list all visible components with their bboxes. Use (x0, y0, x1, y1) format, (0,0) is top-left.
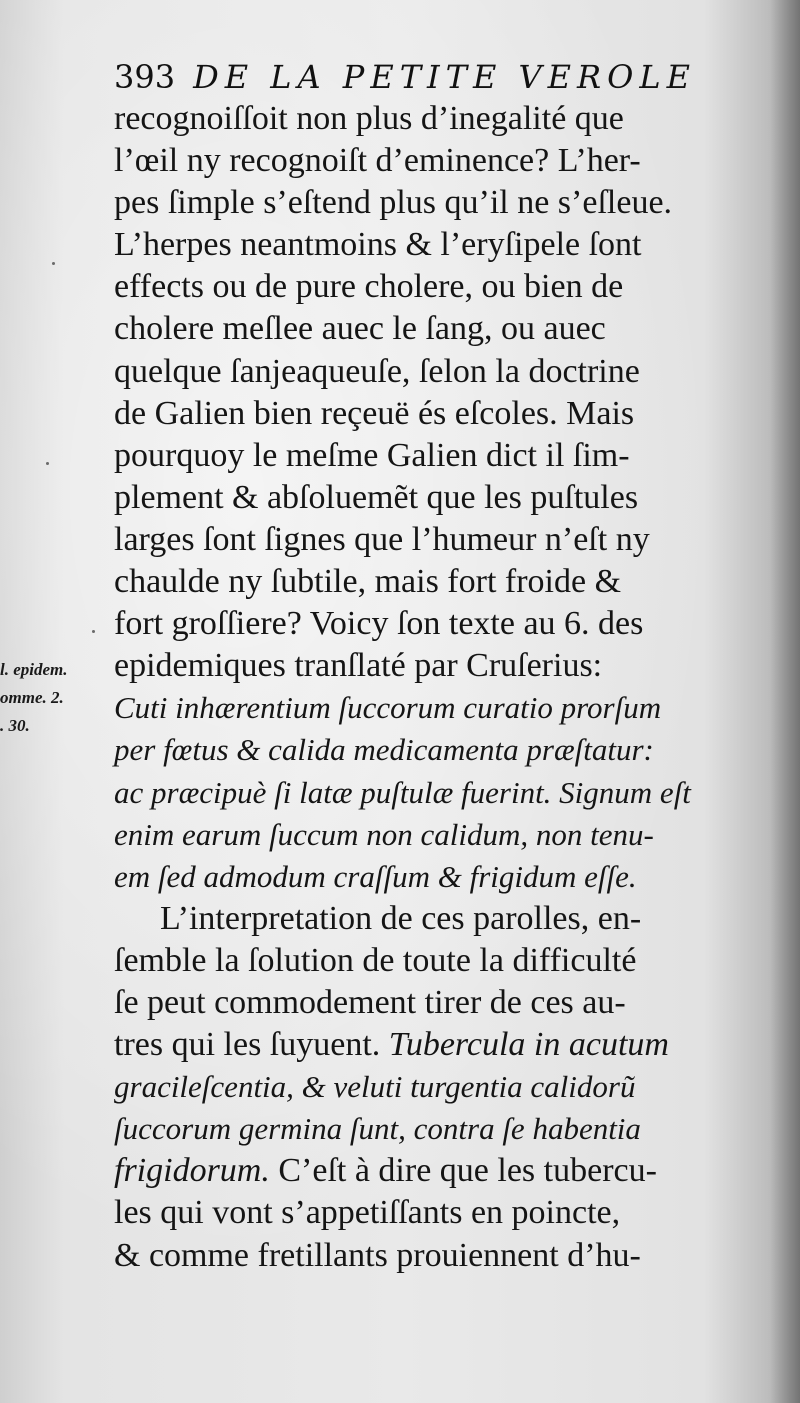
text-segment: effects ou de pure cholere, ou bien de (114, 268, 624, 306)
text-segment: em ſed admodum craſſum & frigidum eſſe. (114, 858, 637, 894)
text-segment: fort groſſiere? Voicy ſon texte au 6. des (114, 605, 644, 643)
text-line (114, 814, 734, 856)
text-segment: de Galien bien reçeuë és eſcoles. Mais (114, 394, 635, 432)
text-line (114, 645, 734, 687)
text-segment: L’herpes neantmoins & l’eryſipele ſont (114, 226, 642, 264)
text-line (114, 772, 734, 814)
text-segment: recognoiſſoit non plus d’inegalité que (114, 100, 624, 137)
text-line (114, 687, 734, 729)
paper-speck (52, 262, 55, 265)
text-segment: quelque ſanjeaqueuſe, ſelon la doctrine (114, 352, 640, 390)
text-segment: l’œil ny recognoiſt d’eminence? L’her- (114, 142, 641, 180)
text-line (114, 435, 734, 477)
text-line (114, 1024, 734, 1066)
paper-speck (46, 462, 49, 465)
text-segment: gracileſcentia, & veluti turgentia calidorũ (114, 1069, 636, 1105)
text-line (114, 393, 734, 435)
text-segment: ſuccorum germina ſunt, contra ſe habentia (114, 1111, 641, 1147)
text-line (114, 1150, 734, 1192)
text-line (114, 940, 734, 982)
text-line (114, 519, 734, 561)
paper-speck (92, 630, 95, 633)
text-segment: plement & abſoluemẽt que les puſtules (114, 478, 639, 516)
text-line (114, 1066, 734, 1108)
text-line (114, 308, 734, 350)
margin-note: omme. 2. (0, 688, 64, 707)
text-line (114, 603, 734, 645)
text-segment: frigidorum. (114, 1152, 279, 1190)
text-segment: ſemble la ſolution de toute la difficulté (114, 941, 637, 979)
text-line (114, 351, 734, 393)
text-segment: cholere meſlee auec le ſang, ou auec (114, 310, 606, 348)
text-line (114, 266, 734, 308)
running-title: DE LA PETITE VEROLE (193, 58, 696, 96)
text-line (114, 1192, 734, 1234)
text-segment: L’interpretation de ces parolles, en- (160, 899, 642, 937)
text-segment: larges ſont ſignes que l’humeur n’eſt ny (114, 520, 650, 558)
text-line (114, 182, 734, 224)
page-edge-shadow (770, 0, 800, 1403)
text-segment: C’eſt à dire que les tubercu- (278, 1152, 657, 1190)
text-segment: Cuti inhærentium ſuccorum curatio prorſum (114, 690, 662, 726)
text-segment: ſe peut commodement tirer de ces au- (114, 983, 626, 1021)
text-segment: enim earum ſuccum non calidum, non tenu- (114, 816, 654, 852)
margin-notes (0, 656, 112, 740)
text-line (114, 140, 734, 182)
text-segment: pes ſimple s’eſtend plus qu’il ne s’eſleue. (114, 184, 673, 222)
body-text (114, 98, 734, 1277)
text-segment: ac præcipuè ſi latæ puſtulæ fuerint. Signum eſt (114, 774, 691, 810)
margin-note: l. epidem. (0, 660, 68, 679)
running-head (114, 58, 714, 102)
text-line (114, 982, 734, 1024)
text-line (114, 477, 734, 519)
text-segment: tres qui les ſuyuent. (114, 1026, 389, 1064)
text-line (114, 1235, 734, 1277)
page-number: 393 (114, 58, 176, 96)
text-segment: pourquoy le meſme Galien dict il ſim- (114, 436, 630, 474)
text-segment: Tubercula in acutum (388, 1026, 669, 1064)
text-line (114, 1108, 734, 1150)
text-segment: chaulde ny ſubtile, mais fort froide & (114, 563, 622, 601)
text-line (114, 224, 734, 266)
text-segment: & comme fretillants prouiennent d’hu- (114, 1236, 641, 1274)
text-line (114, 561, 734, 603)
text-line (114, 98, 734, 140)
text-segment: les qui vont s’appetiſſants en poincte, (114, 1194, 621, 1232)
text-segment: epidemiques tranſlaté par Cruſerius: (114, 647, 603, 685)
text-line (114, 729, 734, 771)
text-segment: per fœtus & calida medicamenta præſtatur: (114, 732, 654, 768)
margin-note: . 30. (0, 716, 30, 735)
text-line (114, 898, 734, 940)
text-line (114, 856, 734, 898)
